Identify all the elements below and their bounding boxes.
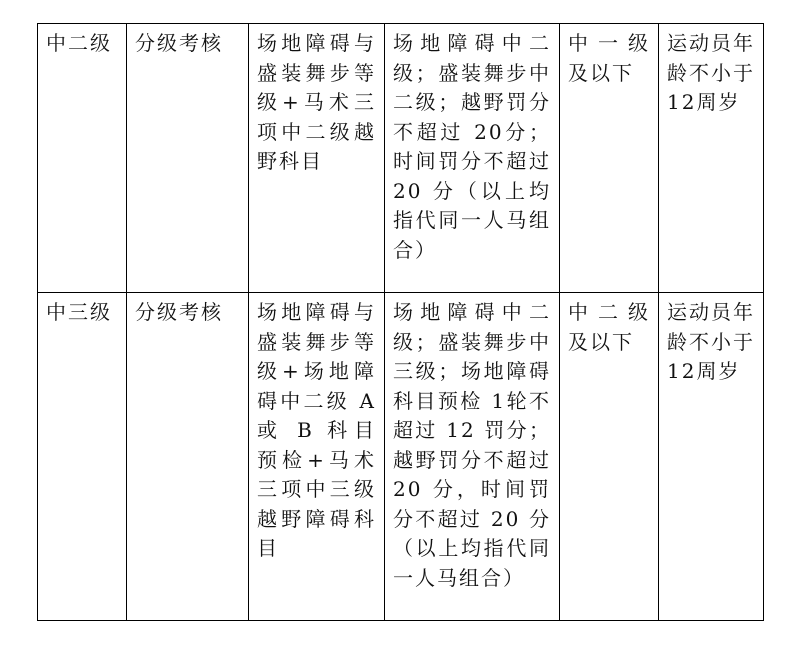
table-row: [38, 293, 764, 621]
subjects-cell: 场地障碍与盛装舞步等级+马术三项中二级越野科目: [249, 24, 385, 293]
horse-level-cell: 中一级及以下: [560, 24, 659, 293]
requirements-cell: 场地障碍中二级；盛装舞步中二级；越野罚分不超过 20分；时间罚分不超过 20 分（以上均指代同一人马组合）: [385, 24, 560, 293]
age-requirement-cell: 运动员年龄不小于 12周岁: [659, 293, 764, 621]
grade-requirements-table: [37, 23, 764, 621]
assessment-type-cell: 分级考核: [127, 293, 249, 621]
grade-cell: 中二级: [38, 24, 127, 293]
grade-cell: 中三级: [38, 293, 127, 621]
requirements-cell: 场地障碍中二级；盛装舞步中三级；场地障碍科目预检 1轮不超过 12 罚分；越野罚分不超过 20 分，时间罚分不超过 20 分（以上均指代同一人马组合）: [385, 293, 560, 621]
subjects-cell: 场地障碍与盛装舞步等级+场地障碍中二级 A 或 B 科目预检+马术三项中三级越野障碍科目: [249, 293, 385, 621]
assessment-type-cell: 分级考核: [127, 24, 249, 293]
horse-level-cell: 中二级及以下: [560, 293, 659, 621]
age-requirement-cell: 运动员年龄不小于 12周岁: [659, 24, 764, 293]
table-row: [38, 24, 764, 293]
